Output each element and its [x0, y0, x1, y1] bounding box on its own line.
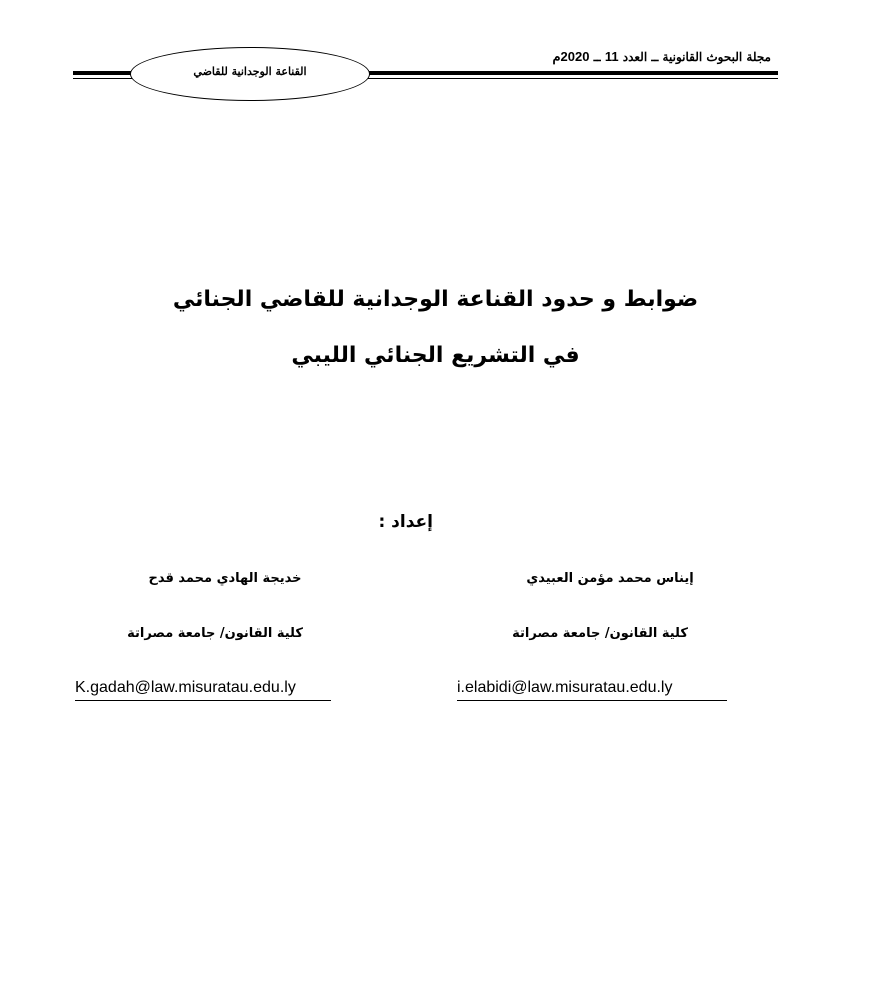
- journal-header: [552, 49, 771, 65]
- issue-year: 2020م: [552, 49, 590, 64]
- running-title: القناعة الوجدانية للقاضي: [193, 65, 307, 78]
- running-title-oval: [130, 47, 370, 101]
- paper-title-line-2: في التشريع الجنائي الليبي: [291, 343, 580, 368]
- year-separator: ــ: [589, 50, 605, 64]
- issue-number: 11: [604, 49, 619, 64]
- author-1-email[interactable]: i.elabidi@law.misuratau.edu.ly: [457, 679, 727, 701]
- author-1-affiliation: كلية القانون/ جامعة مصراتة: [512, 626, 688, 641]
- journal-name: مجلة البحوث القانونية ــ العدد: [618, 50, 771, 64]
- author-2-affiliation: كلية القانون/ جامعة مصراتة: [127, 626, 303, 641]
- author-1-name: إيناس محمد مؤمن العبيدي: [526, 571, 694, 586]
- author-2-email[interactable]: K.gadah@law.misuratau.edu.ly: [75, 679, 331, 701]
- prepared-by-label: إعداد :: [378, 512, 433, 532]
- paper-title-line-1: ضوابط و حدود القناعة الوجدانية للقاضي الجنائي: [172, 287, 699, 312]
- author-2-name: خديجة الهادي محمد قدح: [148, 571, 302, 586]
